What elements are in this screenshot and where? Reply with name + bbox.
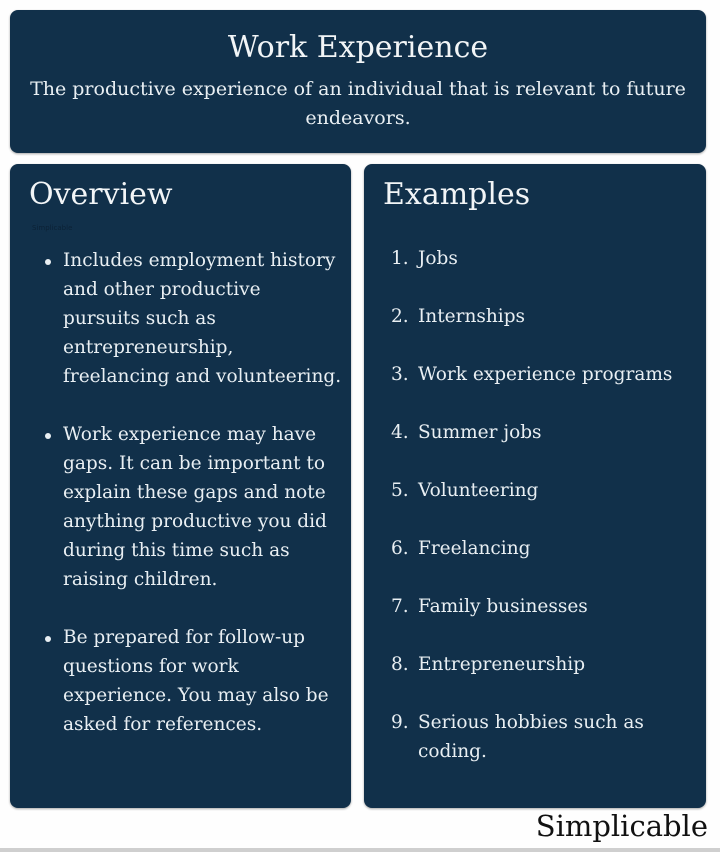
example-item: 1. Jobs xyxy=(391,248,458,269)
overview-bullet: Be prepared for follow-up questions for work experience. You may also be asked for references. xyxy=(63,623,343,739)
overview-bullet: Work experience may have gaps. It can be important to explain these gaps and note anything productive you did during this time such as raising children. xyxy=(63,420,343,594)
examples-panel xyxy=(364,164,706,808)
example-item: 6. Freelancing xyxy=(391,538,531,559)
page-subtitle: The productive experience of an individual that is relevant to future endeavors. xyxy=(30,78,686,129)
bullet-icon xyxy=(45,433,51,439)
examples-title: Examples xyxy=(383,177,531,212)
bullet-icon xyxy=(45,259,51,265)
bottom-divider xyxy=(0,848,720,852)
example-item: 9. Serious hobbies such as coding. xyxy=(391,712,644,762)
page-title: Work Experience xyxy=(227,30,489,65)
example-item: 7. Family businesses xyxy=(391,596,588,617)
examples-list xyxy=(364,244,678,795)
example-item: 8. Entrepreneurship xyxy=(391,654,586,675)
example-item: 5. Volunteering xyxy=(391,480,539,501)
overview-panel xyxy=(10,164,351,808)
bullet-icon xyxy=(45,636,51,642)
brand-watermark: Simplicable xyxy=(535,809,708,843)
overview-title: Overview xyxy=(29,177,173,212)
header-panel xyxy=(10,10,706,153)
small-watermark: Simplicable xyxy=(32,224,73,232)
example-item: 3. Work experience programs xyxy=(391,364,673,385)
example-item: 4. Summer jobs xyxy=(391,422,542,443)
overview-bullet: Includes employment history and other productive pursuits such as entrepreneurship, freelancing and volunteering. xyxy=(63,246,343,391)
example-item: 2. Internships xyxy=(391,306,526,327)
overview-list xyxy=(10,246,343,768)
